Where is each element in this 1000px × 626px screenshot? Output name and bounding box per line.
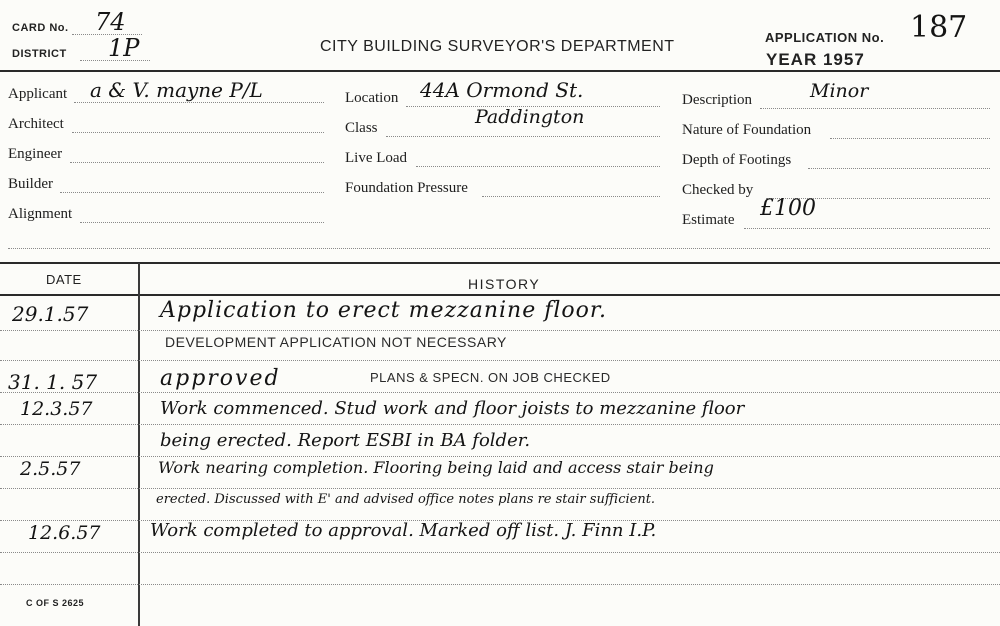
ruled-line [0, 456, 1000, 457]
depth-label: Depth of Footings [682, 152, 792, 168]
table-header-rule [0, 294, 1000, 296]
ruled-line [0, 392, 1000, 393]
ruled-line [0, 360, 1000, 361]
form-code: C OF S 2625 [26, 598, 85, 608]
alignment-line [80, 222, 324, 223]
table-top-rule [0, 262, 1000, 264]
foundation-pressure-line [482, 196, 660, 197]
engineer-label: Engineer [8, 146, 63, 162]
header-divider [0, 70, 1000, 72]
location-value: 44A Ormond St. [420, 78, 584, 102]
ruled-line [0, 552, 1000, 553]
entry-stamp: PLANS & SPECN. ON JOB CHECKED [370, 370, 611, 385]
entry-text: Application to erect mezzanine floor. [160, 298, 607, 323]
table-column-divider [138, 263, 140, 626]
entry-stamp: DEVELOPMENT APPLICATION NOT NECESSARY [165, 334, 507, 350]
entry-text: Work completed to approval. Marked off list. J. Finn I.P. [150, 520, 657, 541]
class-line [386, 136, 660, 137]
live-load-label: Live Load [345, 150, 408, 166]
ruled-line [0, 424, 1000, 425]
engineer-line [70, 162, 324, 163]
architect-label: Architect [8, 116, 64, 132]
description-value: Minor [810, 80, 869, 102]
entry-date: 12.6.57 [28, 522, 101, 544]
district-label: DISTRICT [12, 48, 67, 60]
entry-date: 12.3.57 [20, 398, 93, 420]
ruled-line [0, 488, 1000, 489]
estimate-label: Estimate [682, 212, 735, 228]
entry-date: 29.1.57 [12, 302, 89, 326]
applicant-line [74, 102, 324, 103]
entry-text: Work commenced. Stud work and floor joists to mezzanine floor [160, 398, 745, 419]
architect-line [72, 132, 324, 133]
depth-line [808, 168, 990, 169]
entry-text: erected. Discussed with E' and advised office notes plans re stair sufficient. [156, 492, 656, 507]
live-load-line [416, 166, 660, 167]
card-number-value: 74 [95, 8, 126, 36]
builder-label: Builder [8, 176, 53, 192]
entry-text: approved [160, 366, 281, 391]
card-number-label: CARD No. [12, 22, 69, 34]
description-line [760, 108, 990, 109]
fields-extra-line [8, 248, 990, 249]
estimate-value: £100 [760, 196, 816, 221]
department-title: CITY BUILDING SURVEYOR'S DEPARTMENT [320, 38, 675, 55]
date-header: DATE [46, 272, 82, 287]
nature-line [830, 138, 990, 139]
application-value: 187 [910, 10, 968, 45]
ruled-line [0, 330, 1000, 331]
entry-text: being erected. Report ESBI in BA folder. [160, 430, 531, 451]
class-value: Paddington [475, 106, 585, 128]
district-value: 1P [108, 34, 140, 62]
year-label: YEAR 1957 [766, 50, 865, 69]
nature-label: Nature of Foundation [682, 122, 812, 138]
alignment-label: Alignment [8, 206, 73, 222]
estimate-line [744, 228, 990, 229]
location-label: Location [345, 90, 399, 106]
history-header: HISTORY [468, 276, 541, 292]
description-label: Description [682, 92, 752, 108]
checked-label: Checked by [682, 182, 754, 198]
foundation-pressure-label: Foundation Pressure [345, 180, 468, 196]
entry-date: 31. 1. 57 [8, 370, 98, 394]
builder-line [60, 192, 324, 193]
class-label: Class [345, 120, 378, 136]
application-label: APPLICATION No. [765, 30, 885, 45]
entry-date: 2.5.57 [20, 458, 81, 480]
applicant-label: Applicant [8, 86, 68, 102]
entry-text: Work nearing completion. Flooring being laid and access stair being [158, 458, 714, 477]
applicant-value: a & V. mayne P/L [90, 78, 263, 102]
ruled-line [0, 584, 1000, 585]
